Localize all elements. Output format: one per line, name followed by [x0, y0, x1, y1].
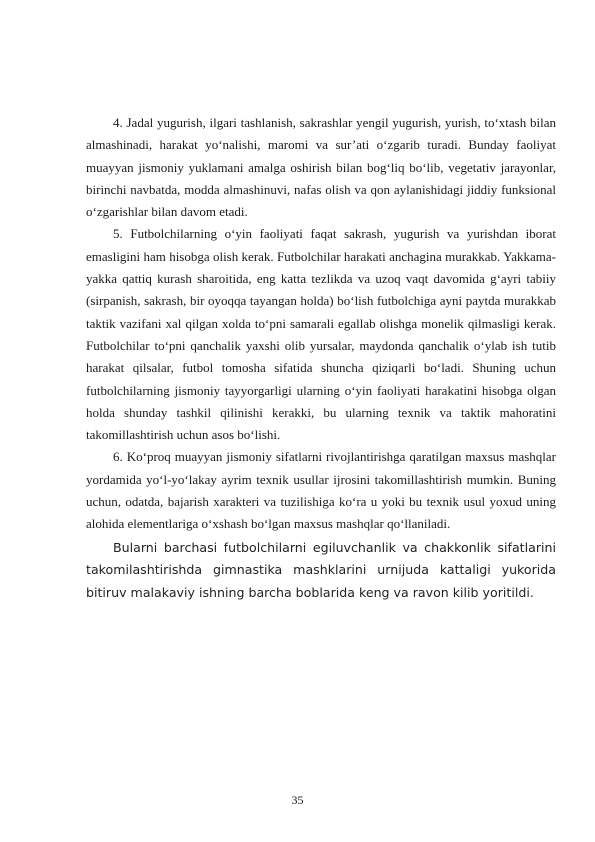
closing-paragraph: Bularni barchasi futbolchilarni egiluvchanlik va chakkonlik sifatlarini takomilashtirishda gimnastika mashklarini urnijuda kattaligi yukorida bitiruv malakaviy ishning barcha boblarida keng va ravon kilib yoritildi.	[86, 539, 556, 600]
paragraph-4: 4. Jadal yugurish, ilgari tashlanish, sakrashlar yengil yugurish, yurish, to‘xtash bilan almashinadi, harakat yo‘nalishi, maromi va sur’ati o‘zgarib turadi. Bunday faoliyat muayyan jismoniy yuklamani amalga oshirish bilan bog‘liq bo‘lib, vegetativ jarayonlar, birinchi navbatda, modda almashinuvi, nafas olish va qon aylanishidagi jiddiy funksional o‘zgarishlar bilan davom etadi.	[86, 115, 556, 220]
paragraph-6: 6. Ko‘proq muayyan jismoniy sifatlarni rivojlantirishga qaratilgan maxsus mashqlar yordamida yo‘l-yo‘lakay ayrim texnik usullar ijrosini takomillashtirish mumkin. Buning uchun, odatda, bajarish xarakteri va tuzilishiga ko‘ra u yoki bu texnik usul yoxud uning alohida elementlariga o‘xshash bo‘lgan maxsus mashqlar qo‘llaniladi.	[86, 449, 556, 532]
page-number: 35	[291, 793, 304, 807]
paragraph-5: 5. Futbolchilarning o‘yin faoliyati faqat sakrash, yugurish va yurishdan iborat emasligini ham hisobga olish kerak. Futbolchilar harakati anchagina murakkab. Yakkama-yakka qattiq kurash sharoitida, eng katta tezlikda va uzoq vaqt davomida g‘ayri tabiiy (sirpanish, sakrash, bir oyoqqa tayangan holda) bo‘lish futbolchiga ayni paytda murakkab taktik vazifani xal qilgan xolda to‘pni samarali egallab olishga monelik qilmasligi kerak. Futbolchilar to‘pni qanchalik yaxshi olib yursalar, maydonda qanchalik o‘ylab ish tutib harakat qilsalar, futbol tomosha sifatida shuncha qiziqarli bo‘ladi. Shuning uchun futbolchilarning jismoniy tayyorgarligi ularning o‘yin faoliyati harakatini hisobga olgan holda shunday tashkil qilinishi kerakki, bu ularning texnik va taktik mahoratini takomillashtirish uchun asos bo‘lishi.	[86, 226, 556, 443]
body-text	[86, 112, 556, 604]
